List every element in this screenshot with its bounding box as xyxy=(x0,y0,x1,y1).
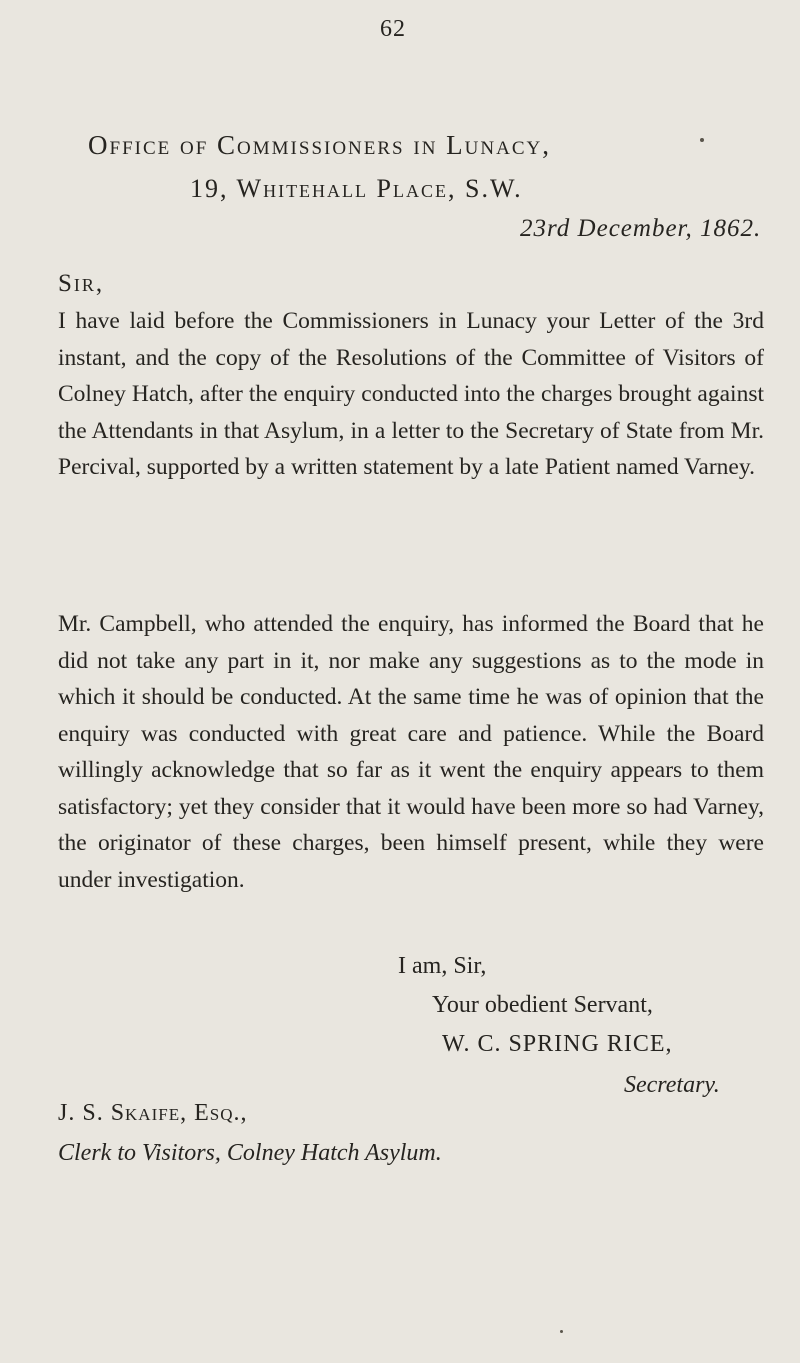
page-number: 62 xyxy=(380,16,406,42)
closing-line-1: I am, Sir, xyxy=(398,953,487,979)
header-address: 19, Whitehall Place, S.W. xyxy=(190,174,523,203)
header-date xyxy=(520,215,800,243)
paragraph-2: Mr. Campbell, who attended the enquiry, has informed the Board that he did not take any part in it, nor make any suggestions as to the mode in which it should be conducted. At the same time he was of opinion that the enquiry was conducted with great care and patience. While the Board willingly acknowledge that so far as it went the enquiry appears to them satisfactory; yet they consider that it would have been more so had Varney, the originator of these charges, been himself present, while they were under investigation. xyxy=(58,611,764,893)
date-text: 23rd December, 1862. xyxy=(520,215,762,242)
salutation: Sir, xyxy=(58,270,105,297)
addressee-name: J. S. Skaife, Esq., xyxy=(58,1100,248,1126)
closing-line-2: Your obedient Servant, xyxy=(432,992,653,1018)
paper-speck xyxy=(700,138,704,142)
paper-speck xyxy=(560,1330,563,1333)
header-office: Office of Commissioners in Lunacy, xyxy=(88,130,551,160)
addressee-role: Clerk to Visitors, Colney Hatch Asylum. xyxy=(58,1140,442,1166)
signature: W. C. SPRING RICE, xyxy=(442,1031,673,1057)
signature-title: Secretary. xyxy=(624,1072,720,1098)
paragraph-1: I have laid before the Commissioners in Lunacy your Letter of the 3rd instant, and the copy of the Resolutions of the Committee of Visitors of Colney Hatch, after the enquiry conducted into the charges brought against the Attendants in that Asylum, in a letter to the Secretary of State from Mr. Percival, supported by a written statement by a late Patient named Varney. xyxy=(58,308,764,480)
